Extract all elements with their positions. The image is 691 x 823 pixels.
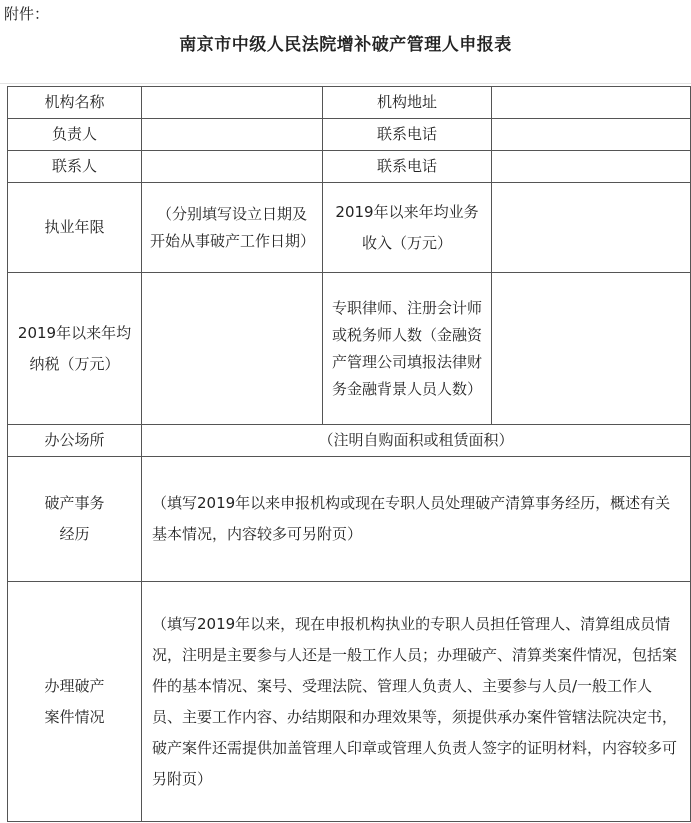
table-row [8,273,691,425]
table-row [8,119,691,151]
annual-tax-field[interactable] [142,273,323,425]
person-in-charge-label: 负责人 [8,119,142,151]
bankruptcy-experience-field[interactable]: （填写2019年以来申报机构或现在专职人员处理破产清算事务经历，概述有关基本情况，内容较多可另附页） [142,457,691,582]
practice-years-field[interactable]: （分别填写设立日期及开始从事破产工作日期） [142,183,323,273]
case-handling-field[interactable]: （填写2019年以来，现在申报机构执业的专职人员担任管理人、清算组成员情况，注明是主要参与人还是一般工作人员；办理破产、清算类案件情况，包括案件的基本情况、案号、受理法院、管理人负责人、主要参与人员/一般工作人员、主要工作内容、办结期限和办理效果等，须提供承办案件管辖法院决定书，破产案件还需提供加盖管理人印章或管理人负责人签字的证明材料，内容较多可另附页） [142,582,691,822]
contact-person-field[interactable] [142,151,323,183]
professional-staff-count-field[interactable] [492,273,691,425]
contact-person-label: 联系人 [8,151,142,183]
contact-phone-label: 联系电话 [323,151,492,183]
page-title: 南京市中级人民法院增补破产管理人申报表 [179,35,512,55]
table-row [8,425,691,457]
annual-tax-label: 2019年以来年均纳税（万元） [8,273,142,425]
table-row [8,457,691,582]
institution-name-field[interactable] [142,87,323,119]
office-space-field[interactable]: （注明自购面积或租赁面积） [142,425,691,457]
contact-phone-field[interactable] [492,151,691,183]
office-space-label: 办公场所 [8,425,142,457]
application-form-table [7,86,691,822]
practice-years-label: 执业年限 [8,183,142,273]
table-row [8,87,691,119]
table-row [8,183,691,273]
annual-income-field[interactable] [492,183,691,273]
phone-field[interactable] [492,119,691,151]
institution-address-label: 机构地址 [323,87,492,119]
title-divider [0,83,691,84]
institution-address-field[interactable] [492,87,691,119]
annual-income-label: 2019年以来年均业务收入（万元） [323,183,492,273]
phone-label: 联系电话 [323,119,492,151]
bankruptcy-experience-label: 破产事务经历 [8,457,142,582]
professional-staff-count-label: 专职律师、注册会计师或税务师人数（金融资产管理公司填报法律财务金融背景人员人数） [323,273,492,425]
institution-name-label: 机构名称 [8,87,142,119]
case-handling-label: 办理破产案件情况 [8,582,142,822]
person-in-charge-field[interactable] [142,119,323,151]
table-row [8,582,691,822]
attachment-label: 附件： [4,5,50,23]
table-row [8,151,691,183]
